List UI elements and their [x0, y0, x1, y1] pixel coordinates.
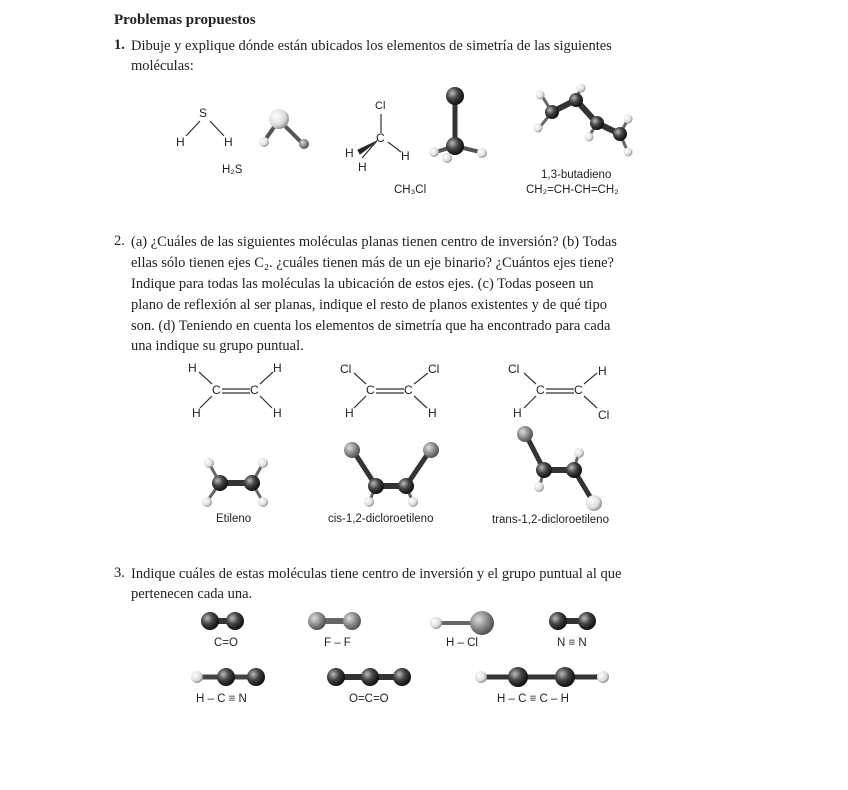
atom-label: Cl — [428, 362, 440, 376]
problem-2-line: plano de reflexión al ser planas, indique el resto de planos existentes y de qué tipo — [131, 297, 607, 313]
hcn-caption: H – C ≡ N — [196, 693, 247, 705]
atom-label: H — [345, 406, 354, 420]
co2-caption: O=C=O — [349, 693, 389, 705]
atom-label: H — [401, 149, 410, 163]
co-caption: C=O — [214, 637, 238, 649]
butadiene-ball-model — [534, 84, 633, 157]
atom-label: C — [536, 383, 545, 397]
ethylene-ball-model — [202, 458, 268, 507]
butadiene-formula: CH₂=CH-CH=CH₂ — [526, 184, 619, 196]
butadiene-caption: 1,3-butadieno — [541, 169, 612, 181]
n2-caption: N ≡ N — [557, 637, 587, 649]
cis-caption: cis-1,2-dicloroetileno — [328, 513, 434, 525]
c2h2-caption: H – C ≡ C – H — [497, 693, 569, 705]
atom-label: C — [366, 383, 375, 397]
problem-2-line: Indique para todas las moléculas la ubicación de estos ejes. (c) Todas poseen un — [131, 276, 594, 292]
atom-label: H — [358, 160, 367, 174]
problem-3-number: 3. — [114, 565, 125, 581]
f2-caption: F – F — [324, 637, 351, 649]
ch3cl-ball-model — [429, 87, 487, 163]
f2-ball-model — [308, 612, 361, 630]
n2-ball-model — [549, 612, 596, 630]
problem-1-number: 1. — [114, 37, 125, 53]
atom-label: C — [212, 383, 221, 397]
ethylene-line-structure — [199, 372, 273, 408]
ch3cl-caption: CH₃Cl — [394, 184, 427, 196]
h2s-line-structure — [186, 121, 224, 136]
atom-label: H — [273, 406, 282, 420]
co2-ball-model — [327, 668, 411, 686]
atom-label: S — [199, 106, 208, 120]
atom-label: H — [513, 406, 522, 420]
problem-2-line: ellas sólo tienen ejes C₂. ¿cuáles tienen más de un eje binario? ¿Cuántos ejes tiene? — [131, 255, 614, 271]
atom-label: H — [273, 361, 282, 375]
problem-3-line-2: pertenecen cada una. — [131, 586, 253, 602]
atom-label: H — [176, 135, 185, 149]
atom-label: H — [188, 361, 197, 375]
problem-2-line: son. (d) Teniendo en cuenta los elementos de simetría que ha encontrado para cada — [131, 318, 611, 334]
atom-label: H — [224, 135, 233, 149]
atom-label: C — [574, 383, 583, 397]
problem-2-number: 2. — [114, 233, 125, 249]
problem-2-line: una indique su grupo puntual. — [131, 338, 304, 354]
c2h2-ball-model — [475, 667, 609, 687]
atom-label: Cl — [508, 362, 520, 376]
trans-caption: trans-1,2-dicloroetileno — [492, 514, 609, 526]
h2s-caption: H₂S — [222, 164, 243, 176]
atom-label: H — [345, 146, 354, 160]
atom-label: H — [598, 364, 607, 378]
atom-label: C — [250, 383, 259, 397]
ethylene-caption: Etileno — [216, 513, 252, 525]
problem-1-line-1: Dibuje y explique dónde están ubicados los elementos de simetría de las siguientes — [131, 38, 612, 54]
atom-label: Cl — [340, 362, 352, 376]
section-heading: Problemas propuestos — [114, 12, 256, 28]
atom-label: C — [404, 383, 413, 397]
h2s-ball-model — [259, 109, 309, 149]
trans-dichloroethylene-line-structure — [524, 373, 597, 408]
problem-1-line-2: moléculas: — [131, 58, 194, 74]
hcl-ball-model — [430, 611, 494, 635]
trans-dichloroethylene-ball-model — [517, 426, 602, 511]
atom-label: H — [428, 406, 437, 420]
hcl-caption: H – Cl — [446, 637, 478, 649]
problem-3-line-1: Indique cuáles de estas moléculas tiene centro de inversión y el grupo puntual al que — [131, 566, 622, 582]
atom-label: Cl — [598, 408, 610, 422]
atom-label: C — [376, 131, 385, 145]
atom-label: H — [192, 406, 201, 420]
problem-2-line: (a) ¿Cuáles de las siguientes moléculas planas tienen centro de inversión? (b) Todas — [131, 234, 617, 250]
co-ball-model — [201, 612, 244, 630]
hcn-ball-model — [191, 668, 265, 686]
cis-dichloroethylene-ball-model — [344, 442, 439, 507]
atom-label: Cl — [375, 100, 386, 112]
